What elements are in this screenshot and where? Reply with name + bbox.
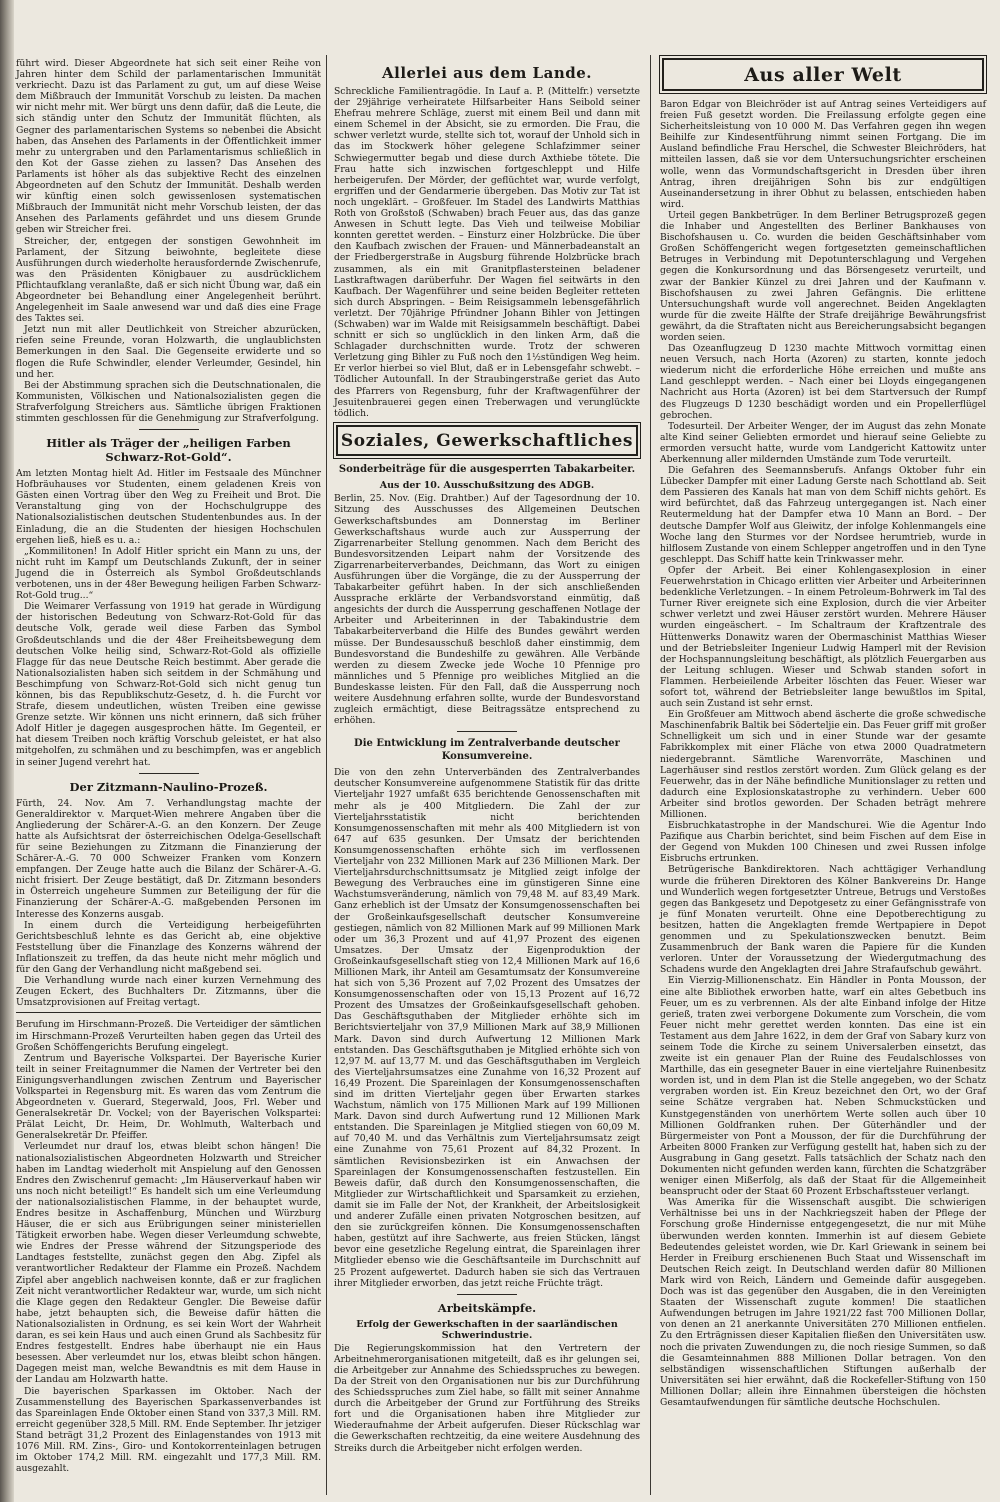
streicher-paragraph-1: führt wird. Dieser Abgeordnete hat sich seit einer Reihe von Jahren hinter dem Schild der parlamentarischen Immunität verkriecht. Dazu ist das Parlament zu gut, um auf diese Weise dem Mißbrauch der Immunität Vorschub zu leisten. Da machen wir nicht mehr mit. Wer bürgt uns denn dafür, daß die Leute, die sich ständig unter den Schutz der Immunität flüchten, als Gegner des parlamentarischen Systems so nebenbei die Absicht haben, das Ansehen des Parlaments in der Öffentlichkeit immer mehr zu untergraben und den Parlamentarismus schließlich in den Kot der Gasse ziehen zu lassen? Das Ansehen des Parlaments ist höher als das subjektive Recht des einzelnen Abgeordneten auf den Schutz der Immunität. Deshalb werden wir künftig einen solch gewissenlosen systematischen Mißbrauch der Immunität nicht mehr Vorschub leisten, der das Ansehen des Parlaments gefährdet und uns diesem Grunde geben wir Streicher frei.: [16, 58, 321, 236]
news-item-bankbetrueger: Urteil gegen Bankbetrüger. In dem Berliner Betrugsprozeß gegen die Inhaber und Angestellten des Berliner Bankhauses von Bischofshausen u. Co. wurden die beiden Geschäftsinhaber vom Großen Schöffengericht wegen fortgesetzten gemeinschaftlichen Betruges in Verbindung mit Depotunterschlagung und Vergehen gegen die Konkursordnung und das Börsengesetz verurteilt, und zwar der Bankier Künzel zu drei Jahren und der Kaufmann v. Bischofshausen zu zwei Jahren Gefängnis. Die erlittene Untersuchungshaft wurde voll angerechnet. Beiden Angeklagten wurde für die zweite Hälfte der Strafe dreijährige Bewährungsfrist gewährt, da die Straftaten nicht aus Bereicherungsabsicht begangen worden seien.: [660, 209, 986, 343]
section-divider: [457, 731, 517, 732]
streicher-paragraph-4: Bei der Abstimmung sprachen sich die Deutschnationalen, die Kommunisten, Völkischen und Nationalsozialisten gegen die Strafverfolgung Streichers aus. Sämtliche übrigen Fraktionen stimmten geschlossen für die Genehmigung zur Strafverfolgung.: [16, 379, 321, 424]
allerlei-headline: Allerlei aus dem Lande.: [382, 64, 592, 82]
hitler-paragraph-1: Am letzten Montag hielt Ad. Hitler im Festsaale des Münchner Hofbräuhauses vor Studenten, einem geladenen Kreis von Gästen einen Vortrag über den Weg zu Freiheit und Brot. Die Veranstaltung ging von der Hochschulgruppe des Nationalsozialistischen deutschen Studentenbundes aus. In der Einladung, die an die Studenten der hiesigen Hochschulen ergehen ließ, hieß es u. a.:: [16, 468, 321, 546]
news-item-bleichroeder: Baron Edgar von Bleichröder ist auf Antrag seines Verteidigers auf freien Fuß gesetzt worden. Die Freilassung erfolgte gegen eine Sicherheitsleistung von 10 000 M. Das Verfahren gegen ihn wegen Beihilfe zur Kindesentführung nimmt seinen Fortgang. Die im Ausland befindliche Frau Herschel, die Schwester Bleichröders, hat mitteilen lassen, daß sie vor dem Untersuchungsrichter erscheinen wolle, wenn das Vormundschaftsgericht in Dresden über ihren Antrag, ihren dreijährigen Sohn bis zur endgültigen Auseinandersetzung in ihrer Obhut zu belassen, entschieden haben wird.: [660, 99, 986, 210]
section-divider: [139, 773, 199, 774]
sonderbeitraege-paragraph: Berlin, 25. Nov. (Eig. Drahtber.) Auf der Tagesordnung der 10. Sitzung des Ausschusses des Allgemeinen Deutschen Gewerkschaftsbundes am Donnerstag im Berliner Gewerkschaftshaus wurde auch zur Aussperrung der Zigarrenarbeiter Stellung genommen. Nach dem Bericht des Bundesvorsitzenden Leipart nahm der Vorsitzende des Zigarrenarbeiterverbandes, Deichmann, das Wort zu einigen Ausführungen über die Vorgänge, die zu der Aussperrung der Tabakarbeiter geführt haben. In der sich anschließenden Aussprache erklärte der Verbandsvorstand einmütig, daß angesichts der durch die Aussperrung geschaffenen Notlage der Arbeiter und Arbeiterinnen in der Tabakindustrie dem Tabakarbeiterverband die Hilfe des Bundes gewährt werden müsse. Der Bundesausschuß beschloß daher einstimmig, dem Bundesvorstand die Bundeshilfe zu gewähren. Alle Verbände werden zu diesem Zwecke jede Woche 10 Pfennige pro männliches und 5 Pfennige pro weibliches Mitglied an die Bundeskasse leisten. Für den Fall, daß die Aussperrung noch weitere Ausdehnung erfahren sollte, wurde der Bundesvorstand zugleich ermächtigt, diese Beitragssätze entsprechend zu erhöhen.: [334, 493, 640, 727]
allerlei-paragraph: Schreckliche Familientragödie. In Lauf a. P. (Mittelfr.) versetzte der 29jährige verheiratete Hilfsarbeiter Hans Seibold seiner Ehefrau mehrere Schläge, zuerst mit einem Beil und dann mit einem Schemel in der Absicht, sie zu ermorden. Die Frau, die schwer verletzt wurde, stellte sich tot, worauf der Unhold sich in das im Stockwerk höher gelegene Schlafzimmer seiner Schwiegermutter begab und diese durch Axthiebe tötete. Die Frau hatte sich inzwischen fortgeschleppt und Hilfe herbeigerufen. Der Mörder, der geflüchtet war, wurde verfolgt, ergriffen und der Gendarmerie übergeben. Das Motiv zur Tat ist noch ungeklärt. – Großfeuer. Im Stadel des Landwirts Matthias Roth von Großstoß (Schwaben) brach Feuer aus, das das ganze Anwesen in Schutt legte. Das Vieh und teilweise Mobiliar konnten gerettet werden. – Einsturz einer Holzbrücke. Die über den Kaufbach zwischen der Frauen- und Männerbadeanstalt an der Friedbergerstraße in Augsburg führende Holzbrücke brach zusammen, als ein mit Granitpflastersteinen beladener Lastkraftwagen darüberfuhr. Der Wagen fiel seitwärts in den Kaufbach. Der Wagenführer und seine beiden Begleiter retteten sich durch Abspringen. – Beim Reisigsammeln lebensgefährlich verletzt. Der 70jährige Pfründner Johann Bihler von Jettingen (Schwaben) war im Walde mit Reisigsammeln beschäftigt. Dabei schnitt er sich so unglücklich in den linken Arm, daß die Schlagader durchschnitten wurde. Trotz der schweren Verletzung ging Bihler zu Fuß noch den 1½stündigen Weg heim. Er verlor hierbei so viel Blut, daß er in Lebensgefahr schwebt. – Tödlicher Autounfall. In der Straubingerstraße geriet das Auto des Pfarrers von Regensburg, fuhr der Kraftwagenführer der Jesuitenbrauerei gegen einen Treberwagen und verunglückte tödlich.: [334, 86, 640, 419]
news-item-grossfeuer: Ein Großfeuer am Mittwoch abend äscherte die große schwedische Maschinenfabrik Baltik bei Söderteljie ein. Das Feuer griff mit großer Schnelligkeit um sich und in einer Stunde war der gesamte Fabrikkomplex mit einer Fläche von etwa 2000 Quadratmetern niedergebrannt. Sämtliche Warenvorräte, Maschinen und Lagerhäuser sind restlos zerstört worden. Zum Glück gelang es der Feuerwehr, das in der Nähe befindliche Munitionslager zu retten und dadurch eine Explosionskatastrophe zu verhindern. Ueber 600 Arbeiter sind brotlos geworden. Der Schaden beträgt mehrere Millionen.: [660, 709, 986, 820]
hitler-paragraph-3: Die Weimarer Verfassung von 1919 hat gerade in Würdigung der historischen Bedeutung von Schwarz-Rot-Gold für das deutsche Volk, gerade weil diese Farben das Symbol Großdeutschlands und die der 48er Freiheitsbewegung dem deutschen Volke heilig sind, Schwarz-Rot-Gold als offizielle Flagge für das neue Deutsche Reich bestimmt. Aber gerade die Nationalsozialisten haben sich seitdem in der Schmähung und Beschimpfung von Schwarz-Rot-Gold sich nicht genug tun können, bis das Republikschutz-Gesetz, d. h. die Furcht vor Strafe, diesem undeutlichen, wüsten Treiben eine gewisse Grenze setzte. Wir können uns nicht erinnern, daß sich früher Adolf Hitler je dagegen ausgesprochen hätte. Im Gegenteil, er hat diesem Treiben noch kräftig Vorschub geleistet, er hat also mitgeholfen, zu schmähen und zu beschimpfen, was er angeblich in seiner Jugend verehrt hat.: [16, 601, 321, 768]
column-rule-1: [326, 55, 327, 1495]
aus-aller-welt-header: Aus aller Welt: [662, 58, 984, 91]
zitzmann-paragraph-3: Die Verhandlung wurde nach einer kurzen Vernehmung des Zeugen Eckert, des Buchhalters Dr. Zitzmanns, über die Umsatzprovisionen auf Freitag vertagt.: [16, 975, 321, 1009]
section-divider: [457, 1294, 517, 1295]
news-item-hirschmann: Berufung im Hirschmann-Prozeß. Die Verteidiger der sämtlichen im Hirschmann-Prozeß Verurteilten haben gegen das Urteil des Großen Schöffengerichts Berufung eingelegt.: [16, 1019, 321, 1053]
column-right: [660, 58, 986, 1418]
news-item-opfer-der-arbeit: Opfer der Arbeit. Bei einer Kohlengasexplosion in einer Feuerwehrstation in Chicago erlitten vier Arbeiter und Arbeiterinnen bedenkliche Verletzungen. – In einem Petroleum-Bohrwerk im Tal des Turner River ereignete sich eine Explosion, durch die vier Arbeiter schwer verletzt und zwei Häuser zerstört wurden. Mehrere Häuser wurden eingeäschert. – Im Schaltraum der Kraftzentrale des Hüttenwerks Donawitz waren der Obermaschinist Matthias Wieser und der Betriebsleiter Ingenieur Ludwig Hamperl mit der Revision der Hochspannungsleitung beschäftigt, als plötzlich Feuergarben aus der Leitung schlugen. Wieser und Schwab standen sofort in Flammen. Herbeieilende Arbeiter löschten das Feuer. Wieser war sofort tot, während der Betriebsleiter lange bewußtlos im Spital, auch sein Zustand ist sehr ernst.: [660, 564, 986, 710]
news-item-zentrum: Zentrum und Bayerische Volkspartei. Der Bayerische Kurier teilt in seiner Freitagnummer die Namen der Vertreter bei den Einigungsverhandlungen zwischen Zentrum und Bayerischer Volkspartei in Regensburg mit. Es waren das vom Zentrum die Abgeordneten v. Guerard, Stegerwald, Joos, Frl. Weber und Generalsekretär Dr. Vockel; von der Bayerischen Volkspartei: Prälat Leicht, Dr. Heim, Dr. Wohlmuth, Walterbach und Generalsekretär Dr. Pfeiffer.: [16, 1052, 321, 1142]
zitzmann-paragraph-2: In einem durch die Verteidigung herbeigeführten Gerichtsbeschluß lehnte es das Gericht ab, eine objektive Feststellung über die Finanzlage des Konzerns während der Inflationszeit zu treffen, da das heute nicht mehr möglich und für den Gang der Verhandlung nicht maßgebend sei.: [16, 919, 321, 976]
news-item-ozeanflugzeug: Das Ozeanflugzeug D 1230 machte Mittwoch vormittag einen neuen Versuch, nach Horta (Azoren) zu starten, konnte jedoch wiederum nicht die erforderliche Höhe erreichen und mußte ans Land geschleppt werden. – Nach einer bei Lloyds eingegangenen Nachricht aus Horta (Azoren) ist bei dem Startversuch der Rumpf des Flugzeugs D 1230 beschädigt worden und ein Propellerflügel gebrochen.: [660, 343, 986, 421]
hitler-headline: Hitler als Träger der „heiligen Farben Schwarz-Rot-Gold“.: [46, 436, 291, 465]
news-item-verleumdung: Verleumdet nur drauf los, etwas bleibt schon hängen! Die nationalsozialistischen Abgeordneten Holzwarth und Streicher haben im Landtag wiederholt mit Anspielung auf den Genossen Endres den Zwischenruf gemacht: „Im Häuserverkauf haben wir uns noch nicht beteiligt!“ Es handelt sich um eine Verleumdung der nationalsozialistischen Flamme, in der behauptet wurde, Endres besitze in Aschaffenburg, München und Würzburg Häuser, die er sich aus Erübrigungen seiner ministeriellen Tätigkeit erworben habe. Wegen dieser Verleumdung schwebte, wie Endres der Presse während der Sitzungsperiode des Landtages feststellte, zunächst gegen den Abg. Zipfel als verantwortlicher Redakteur der Flamme ein Prozeß. Nachdem Zipfel aber angeblich nachweisen konnte, daß er zur fraglichen Zeit nicht verantwortlicher Redakteur war, wurde, um sich nicht die Klage gegen den Redakteur Gengler. Die Beweise dafür habe, jetzt behaupten sich, die Beweise dafür hätten die Nationalsozialisten in Ordnung, es sei kein Wort der Wahrheit daran, es sei kein Haus und auch einen Grund als Sachbesitz für Endres festgestellt. Endres habe überhaupt nie ein Haus besessen. Aber verleumdet nur los, etwas bleibt schon hängen. Dagegen meist man, welche Bewandtnis es mit dem Hause in der Landau am Holzwarth hatte.: [16, 1141, 321, 1386]
news-item-millionenschatz: Ein Vierzig-Millionenschatz. Ein Händler in Ponta Mousson, der eine alte Bibliothek erworben hatte, warf ein altes Gebetbuch ins Feuer, um es zu verbrennen. Als der alte Einband infolge der Hitze gerieß, traten zwei verborgene Dokumente zum Vorschein, die vom Feuer nicht mehr gerettet werden konnten. Das eine ist ein Testament aus dem Jahre 1622, in dem der Graf von Sabary kurz von seinem Tode die Kirche zu seinem Universalerben einsetzt, das zweite ist ein genauer Plan der Ruine des Feudalschlosses von Marthille, das ein gesegneter Bauer in eine vierteljahre Ruinenbesitz worden ist, und in dem Plan ist die Stelle angegeben, wo der Schatz vergraben worden ist. Ein Kreuz bezeichnet den Ort, wo der Graf seine Schätze vergraben hat. Neben Schmuckstücken und Kunstgegenständen von unerhörtem Werte sollen auch über 10 Millionen Goldfranken ruhen. Der Güterhändler und der Bürgermeister von Pont a Mousson, der für die Durchführung der Arbeiten 8000 Franken zur Verfügung gestellt hat, haben sich zu der Ausgrabung in Gang gesetzt. Falls tatsächlich der Schatz nach den Dokumenten nicht gefunden werden kann, fürchten die Schatzgräber weniger einen Mißerfolg, als daß der Staat für die Allgemeinheit beansprucht oder der Staat 60 Prozent Erbschaftssteuer verlangt.: [660, 975, 986, 1198]
news-item-seemannsberuf: Die Gefahren des Seemannsberufs. Anfangs Oktober fuhr ein Lübecker Dampfer mit einer Ladung Gerste nach Schottland ab. Seit dem Passieren des Kanals hat man von dem Schiff nichts gehört. Es wird befürchtet, daß das Fahrzeug untergegangen ist. Nach einer Reutermeldung hat der Dampfer etwa 10 Mann an Bord. – Der deutsche Dampfer Wolf aus Gleiwitz, der infolge Kohlenmangels eine Woche lang den Sturmes vor der Nordsee herumtrieb, wurde in hilflosem Zustande von einem Schlepper angetroffen und in den Tyne geschleppt. Das Schiff hatte kein Trinkwasser mehr.: [660, 465, 986, 565]
news-item-sparkassen: Die bayerischen Sparkassen im Oktober. Nach der Zusammenstellung des Bayerischen Sparkassenverbandes ist das Spareinlagen Ende Oktober einen Stand von 337,3 Mill. RM. erreicht gegenüber 328,5 Mill. RM. Ende September. Ihr jetziger Stand beträgt 31,2 Prozent des Einlagenstandes von 1913 mit 1076 Mill. RM. Zins-, Giro- und Kontokorrenteinlagen betrugen im Oktober 174,2 Mill. RM. eingezahlt und 177,3 Mill. RM. ausgezahlt.: [16, 1385, 321, 1475]
arbeitskaempfe-subheadline: Erfolg der Gewerkschaften in der saarländischen Schwerindustrie.: [356, 1318, 618, 1341]
arbeitskaempfe-paragraph: Die Regierungskommission hat den Vertretern der Arbeitnehmerorganisationen mitgeteilt, daß es ihr gelungen sei, die Arbeitgeber zur Annahme des Schiedsspruches zu bewegen. Da der Streit von den Organisationen nur bis zur Durchführung des Schiedsspruches zum Ziel habe, so fällt mit seiner Annahme durch die Arbeitgeber der Grund zur Fortführung des Streiks fort und die Organisationen haben ihre Mitglieder zur Wiederaufnahme der Arbeit aufgerufen. Dieser Rückschlag war die Gewerkschaften rechtzeitig, da eine weitere Ausdehnung des Streiks durch die Arbeitgeber nicht erfolgen werden.: [334, 1342, 640, 1454]
section-divider: [139, 429, 199, 430]
soziales-section-header: Soziales, Gewerkschaftliches: [336, 425, 638, 456]
arbeitskaempfe-headline: Arbeitskämpfe.: [437, 1300, 537, 1315]
news-item-todesurteil: Todesurteil. Der Arbeiter Wenger, der im August das zehn Monate alte Kind seiner Geliebten ermordet und hierauf seine Geliebte zu ermorden versucht hatte, wurde vom Landgericht Kattowitz unter Aberkennung aller mildernden Umstände zum Tode verurteilt.: [660, 420, 986, 465]
konsumvereine-paragraph: Die von den zehn Unterverbänden des Zentralverbandes deutscher Konsumvereine aufgenommene Statistik für das dritte Vierteljahr 1927 umfaßt 635 berichtende Genossenschaften mit mehr als je 400 Mitgliedern. Die Zahl der zur Vierteljahrsstatistik nicht berichtenden Konsumgenossenschaften mit mehr als 400 Mitgliedern ist von 647 auf 635 gesunken. Der Umsatz der berichtenden Konsumgenossenschaften erhöhte sich im verflossenen Vierteljahr von 232 Millionen Mark auf 236 Millionen Mark. Der Vierteljahrsdurchschnittsumsatz je Mitglied zeigt infolge der Bewegung des Verbrauches eine im günstigeren Sinne eine Wachstumsveränderung, nämlich von 79,48 M. auf 83,49 Mark. Ganz erheblich ist der Umsatz der Konsumgenossenschaften bei der Großeinkaufsgesellschaft deutscher Konsumvereine gestiegen, nämlich von 82 Millionen Mark auf 99 Millionen Mark oder um 36,3 Prozent und auf 41,97 Prozent des eigenen Umsatzes. Der Umsatz der Eigenproduktion der Großeinkaufsgesellschaft stieg von 12,4 Millionen Mark auf 16,6 Millionen Mark, ihr Anteil am Gesamtumsatz der Konsumvereine hat sich von 5,36 Prozent auf 7,02 Prozent des Umsatzes der Konsumgenossenschaften oder von 15,13 Prozent auf 16,72 Prozent des Umsatzes der Großeinkaufsgesellschaft gehoben. Das Geschäftsguthaben der Mitglieder erhöhte sich im Berichtsvierteljahr von 37,9 Millionen Mark auf 38,9 Millionen Mark. Davon sind durch Aufwertung 12 Millionen Mark entstanden. Das Geschäftsguthaben je Mitglied erhöhte sich von 12,97 M. auf 13,77 M. und das Geschäftsguthaben im Vergleich des Vierteljahrsumsatzes eine Zunahme von 16,32 Prozent auf 16,49 Prozent. Die Spareinlagen der Konsumgenossenschaften sind im dritten Vierteljahr gegen über Erwarten starkes Wachstum, nämlich von 175 Millionen Mark auf 199 Millionen Mark. Davon sind durch Aufwertung rund 12 Millionen Mark entstanden. Die Spareinlagen je Mitglied stiegen von 60,09 M. auf 70,40 M. und das Verhältnis zum Vierteljahrsumsatz zeigt eine Zunahme von 75,61 Prozent auf 84,32 Prozent. In sämtlichen Revisionsbezirken ist ein Anwachsen der Spareinlagen der Konsumgenossenschaften festzustellen. Ein Beweis dafür, daß durch den Konsumgenossenschaften, die Mitglieder zur Wirtschaftlichkeit und Sparsamkeit zu erziehen, damit sie im Falle der Not, der Krankheit, der Arbeitslosigkeit und anderer Zufälle einen privaten Notgroschen besitzen, auf den sie zurückgreifen können. Die Konsumgenossenschaften haben, gestützt auf ihre Sachwerte, aus freien Stücken, längst bevor eine gesetzliche Regelung eintrat, die Spareinlagen ihrer Mitglieder ebenso wie die Geschäftsanteile im Durchschnitt auf 25 Prozent aufgewertet. Dadurch haben sie sich das Vertrauen ihrer Mitglieder erworben, das jetzt reiche Früchte trägt.: [334, 767, 640, 1289]
sonderbeitraege-headline: Sonderbeiträge für die ausgesperrten Tabakarbeiter.: [338, 463, 636, 475]
news-item-eisbruch: Eisbruchkatastrophe in der Mandschurei. Wie die Agentur Indo Pazifique aus Charbin berichtet, sind beim Fischen auf dem Eise in der Gegend von Mukden 100 Chinesen und zwei Russen infolge Eisbruchs ertrunken.: [660, 820, 986, 865]
section-divider: [16, 1012, 321, 1013]
zitzmann-paragraph-1: Fürth, 24. Nov. Am 7. Verhandlungstag machte der Generaldirektor v. Marquet-Wien mehrere Angaben über die Angliederung der Schärer-A.-G. an den Konzern. Der Zeuge hatte als Aufsichtsrat der österreichischen Odelga-Gesellschaft für seine Beziehungen zu Zitzmann die Finanzierung der Schärer-A.-G. 70 000 Schweizer Franken vom Konzern empfangen. Der Zeuge hatte auch die Bilanz der Schärer-A.-G. nicht frisiert. Der Zeuge bestätigt, daß Dr. Zitzmann besonders in Österreich ungeheure Summen zur Beteiligung der für die Finanzierung der Schärer-A.-G. maßgebenden Personen im Interesse des Konzerns ausgab.: [16, 797, 321, 920]
streicher-paragraph-3: Jetzt nun mit aller Deutlichkeit von Streicher abzurücken, riefen seine Freunde, voran Holzwarth, die unglaublichsten Bemerkungen in den Saal. Die Gegenseite erwiderte und so flogen die Rufe Schwindler, elender Verleumder, Gesindel, hin und her.: [16, 324, 321, 380]
news-item-amerika-wissenschaft: Was Amerika für die Wissenschaft ausgibt. Die schwierigen Verhältnisse bei uns in der Nachkriegszeit haben der Pflege der Forschung große Hindernisse entgegengesetzt, die nur mit Mühe überwunden werden konnten. Immerhin ist auf diesem Gebiete Bedeutendes geleistet worden, wie Dr. Karl Griewank in seinem bei Herder in Freiburg erschienenen Buch Staat und Wissenschaft im Deutschen Reich zeigt. In Deutschland werden dafür 80 Millionen Mark wird von Reich, Ländern und Gemeinde dafür ausgegeben. Doch was ist das gegenüber den Ausgaben, die in den Vereinigten Staaten der Wissenschaft zugute kommen! Die staatlichen Aufwendungen betrugen im Jahre 1921/22 fast 700 Millionen Dollar, von denen an 21 anerkannte Universitäten 270 Millionen entfielen. Zu den Erträgnissen dieser Kapitalien fließen den Universitäten usw. noch die privaten Zuwendungen zu, die noch riesige Summen, so daß die Gesamteinnahmen 888 Millionen Dollar betragen. Von den selbständigen wissenschaftlichen Stiftungen außerhalb der Universitäten sei hier erwähnt, daß die Rockefeller-Stiftung von 150 Millionen Dollar; allein ihre Einnahmen übersteigen die höchsten Gesamtaufwendungen für sämtliche deutsche Hochschulen.: [660, 1197, 986, 1408]
column-rule-2: [650, 55, 651, 1495]
zitzmann-headline: Der Zitzmann-Naulino-Prozeß.: [69, 779, 268, 794]
streicher-paragraph-2: Streicher, der, entgegen der sonstigen Gewohnheit im Parlament, der Sitzung beiwohnte, begleitete diese Ausführungen durch wiederholte herausfordernde Zwischenrufe, was den Präsidenten Königbauer zu ausdrücklichem Pflichtaufklang veranlaßte, daß er sich nicht Übung war, daß ein Abgeordneter bei Behandlung einer Angelegenheit berührt. Angelegenheit im Saale anwesend war und daß dies eine Frage des Taktes sei.: [16, 235, 321, 325]
konsumvereine-headline: Die Entwicklung im Zentralverbande deutscher Konsumvereine.: [354, 738, 620, 762]
news-item-bankdirektoren: Betrügerische Bankdirektoren. Nach achttägiger Verhandlung wurde die früheren Direktoren des Kölner Bankvereins Dr. Hange und Wunderlich wegen fortgesetzter Untreue, Betrugs und Verstoßes gegen das Bankgesetz und Depotgesetz zu einer Gefängnisstrafe von je fünf Monaten verurteilt. Ohne eine Depotberechtigung zu besitzen, hatten die Angeklagten fremde Wertpapiere in Depot genommen und zu Spekulationszwecken benutzt. Beim Zusammenbruch der Bank waren die Papiere für die Kunden verloren. Unter der Voraussetzung der Wiedergutmachung des Schadens wurde den Angeklagten drei Jahre Strafaufschub gewährt.: [660, 864, 986, 976]
hitler-paragraph-2: „Kommilitonen! In Adolf Hitler spricht ein Mann zu uns, der nicht ruht im Kampf um Deutschlands Zukunft, der in seiner Jugend die in Österreich als Symbol Großdeutschlands verbotenen, uns in der 48er Bewegung heiligen Farben Schwarz-Rot-Gold trug...“: [16, 545, 321, 602]
sonderbeitraege-subheadline: Aus der 10. Ausschußsitzung des ADGB.: [379, 480, 595, 492]
column-left: [16, 58, 321, 1490]
page-binding-shadow: [0, 0, 14, 1502]
column-middle: [334, 58, 640, 1454]
